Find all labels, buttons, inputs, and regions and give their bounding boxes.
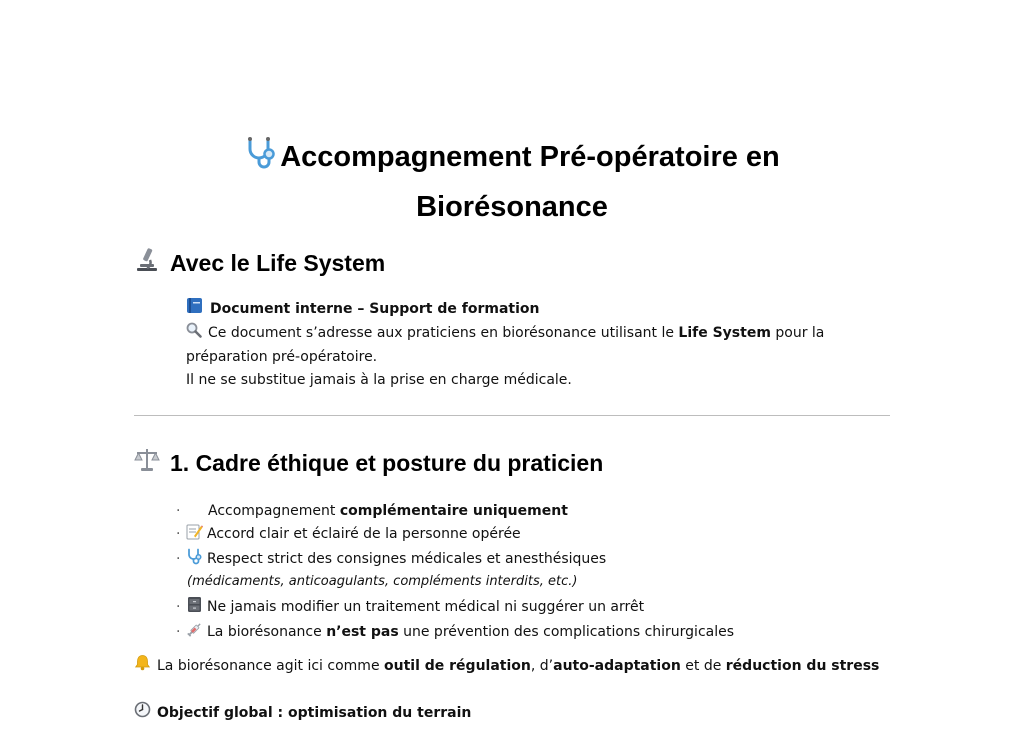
bullet: · xyxy=(176,526,181,542)
bullet: · xyxy=(176,551,181,567)
title-line-1: Accompagnement Pré-opératoire en xyxy=(280,141,780,173)
section-heading-ethics xyxy=(134,446,603,479)
list-item: · Ne jamais modifier un traitement médical ni suggérer un arrêt xyxy=(176,596,876,621)
intro-text-line2: préparation pré-opératoire. xyxy=(186,349,378,365)
bullet: · xyxy=(176,599,181,615)
file-cabinet-icon xyxy=(186,596,203,621)
microscope-icon xyxy=(134,246,160,279)
list-item: · Respect strict des consignes médicales et anesthésiques (médicaments, anticoagulants, compléments interdits, etc.) xyxy=(176,548,876,591)
horizontal-divider xyxy=(134,415,890,416)
callout-regulation: La biorésonance agit ici comme outil de régulation, d’auto-adaptation et de réduction du stress xyxy=(134,654,879,678)
syringe-icon xyxy=(186,621,203,646)
intro-paragraph xyxy=(186,322,886,392)
list-item: · La biorésonance n’est pas une prévention des complications chirurgicales xyxy=(176,621,876,646)
list-item: · Accord clair et éclairé de la personne opérée xyxy=(176,523,876,548)
memo-icon xyxy=(186,523,203,548)
blue-book-icon xyxy=(186,297,203,322)
section-heading-ethics-text: 1. Cadre éthique et posture du praticien xyxy=(170,449,604,476)
intro-block xyxy=(186,297,886,392)
clock-icon xyxy=(134,701,151,725)
bullet: · xyxy=(176,624,181,640)
callout-goal xyxy=(134,701,471,725)
intro-label xyxy=(186,297,886,322)
list-item: · Accompagnement complémentaire uniquement xyxy=(176,500,876,523)
ethics-list xyxy=(176,500,876,646)
stethoscope-icon xyxy=(186,548,203,573)
magnifier-icon xyxy=(186,322,202,346)
stethoscope-icon xyxy=(244,136,278,184)
page-title xyxy=(120,134,904,230)
section-heading-system-text: Avec le Life System xyxy=(170,249,386,276)
intro-text-part2: pour la xyxy=(770,325,825,341)
bell-icon xyxy=(134,654,151,678)
intro-label-text: Document interne – Support de formation xyxy=(210,301,540,317)
balance-scale-icon xyxy=(134,446,160,479)
intro-text-bold: Life System xyxy=(678,325,771,341)
intro-text-part1: Ce document s’adresse aux praticiens en biorésonance utilisant le xyxy=(208,325,679,341)
list-item-note: (médicaments, anticoagulants, compléments interdits, etc.) xyxy=(187,574,578,589)
callout-goal-text: Objectif global : optimisation du terrain xyxy=(157,705,472,721)
section-heading-system xyxy=(134,246,385,279)
intro-text-line3: Il ne se substitue jamais à la prise en charge médicale. xyxy=(186,372,572,388)
title-line-2: Biorésonance xyxy=(416,191,608,223)
bullet: · xyxy=(176,503,181,519)
